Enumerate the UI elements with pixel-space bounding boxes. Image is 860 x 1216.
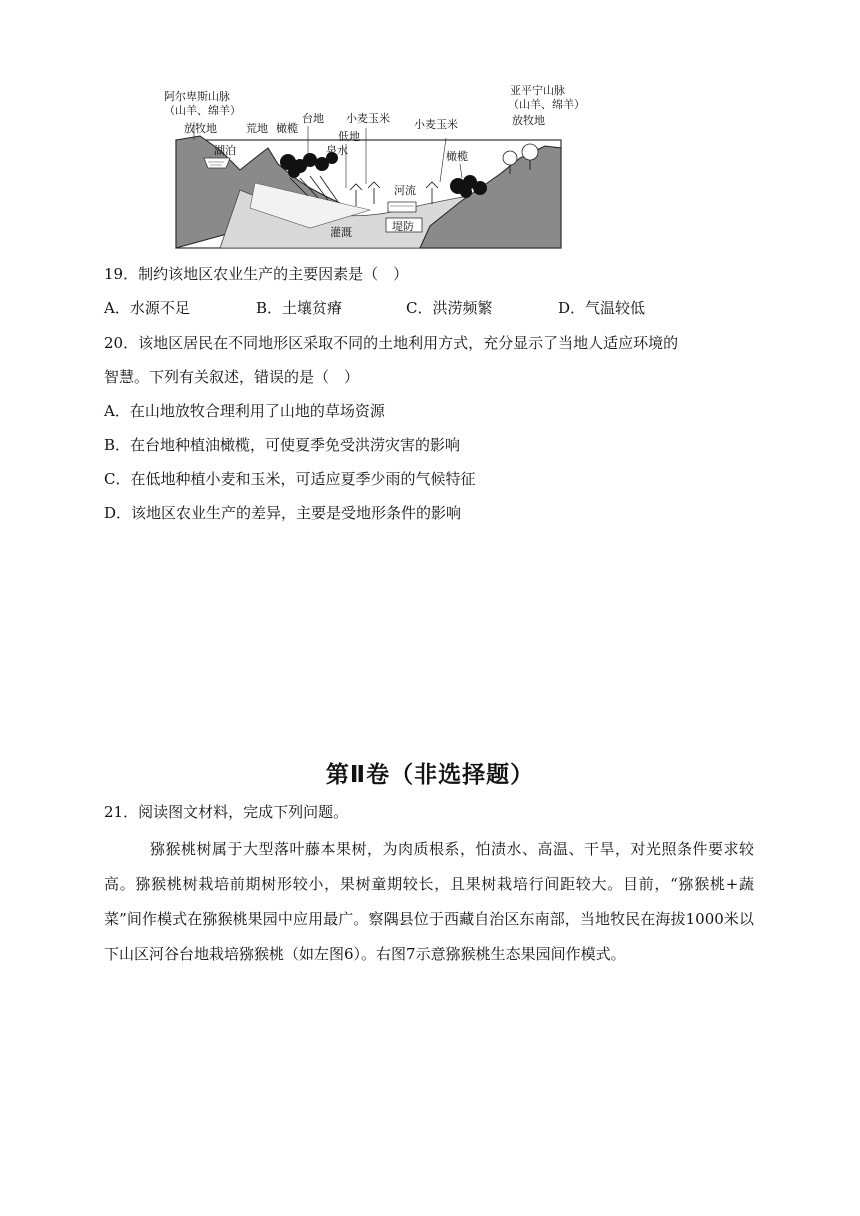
label-pasture-right: 放牧地	[512, 114, 545, 127]
q19-option-a[interactable]: A．水源不足	[104, 299, 190, 317]
label-river: 河流	[394, 184, 416, 197]
tree-right-2	[522, 144, 538, 160]
q20-stem-line2: 智慧。下列有关叙述，错误的是（ ）	[104, 368, 360, 386]
q20-option-b[interactable]: B．在台地种植油橄榄，可使夏季免受洪涝灾害的影响	[104, 436, 461, 454]
label-pasture-left: 放牧地	[184, 122, 217, 135]
section-title: 第Ⅱ卷（非选择题）	[325, 762, 535, 788]
tree-right-1	[503, 151, 517, 165]
q20-option-d[interactable]: D．该地区农业生产的差异，主要是受地形条件的影响	[104, 504, 462, 522]
q19-options	[104, 298, 645, 318]
label-levee: 堤防	[392, 220, 414, 233]
label-lake: 湖泊	[214, 144, 236, 157]
label-apennines-sub: （山羊、绵羊）	[508, 98, 585, 111]
river-shape	[388, 202, 416, 212]
right-mountain	[420, 146, 561, 248]
olive-trees-right	[450, 175, 487, 198]
label-wasteland: 荒地	[246, 122, 268, 135]
q20-option-a[interactable]: A．在山地放牧合理利用了山地的草场资源	[104, 402, 385, 420]
lake-shape	[204, 158, 230, 168]
q19-option-b[interactable]: B．土壤贫瘠	[256, 299, 343, 317]
label-spring: 泉水	[326, 144, 348, 157]
label-apennines: 亚平宁山脉	[510, 84, 565, 97]
label-lowland: 低地	[338, 130, 360, 143]
label-alps: 阿尔卑斯山脉	[164, 90, 230, 103]
q21-material: 猕猴桃树属于大型落叶藤本果树，为肉质根系，怕渍水、高温、干旱，对光照条件要求较高。猕猴桃树栽培前期树形较小，果树童期较长，且果树栽培行间距较大。目前，“猕猴桃+蔬菜”间作模式在猕猴桃果园中应用最广。察隅县位于西藏自治区东南部，当地牧民在海拔1000米以下山区河谷台地栽培猕猴桃（如左图6）。右图7示意猕猴桃生态果园间作模式。	[104, 840, 754, 963]
q20-option-c[interactable]: C．在低地种植小麦和玉米，可适应夏季少雨的气候特征	[104, 470, 476, 488]
q20-stem-line1: 20．该地区居民在不同地形区采取不同的土地利用方式，充分显示了当地人适应环境的	[104, 334, 679, 352]
q19-option-c[interactable]: C．洪涝频繁	[406, 299, 493, 317]
label-irrigation: 灌溉	[330, 226, 352, 239]
q19-option-d[interactable]: D．气温较低	[558, 299, 646, 317]
label-wheat-corn-right: 小麦玉米	[414, 118, 458, 131]
q21-stem: 21．阅读图文材料，完成下列问题。	[104, 803, 349, 821]
landscape-diagram	[160, 78, 600, 250]
landscape-figure	[160, 78, 600, 250]
label-alps-sub: （山羊、绵羊）	[164, 104, 241, 117]
label-terrace: 台地	[302, 112, 324, 125]
label-wheat-corn-left: 小麦玉米	[346, 112, 390, 125]
q19-stem: 19．制约该地区农业生产的主要因素是（ ）	[104, 265, 409, 283]
label-olive-left: 橄榄	[276, 122, 298, 135]
label-olive-right: 橄榄	[446, 150, 468, 163]
